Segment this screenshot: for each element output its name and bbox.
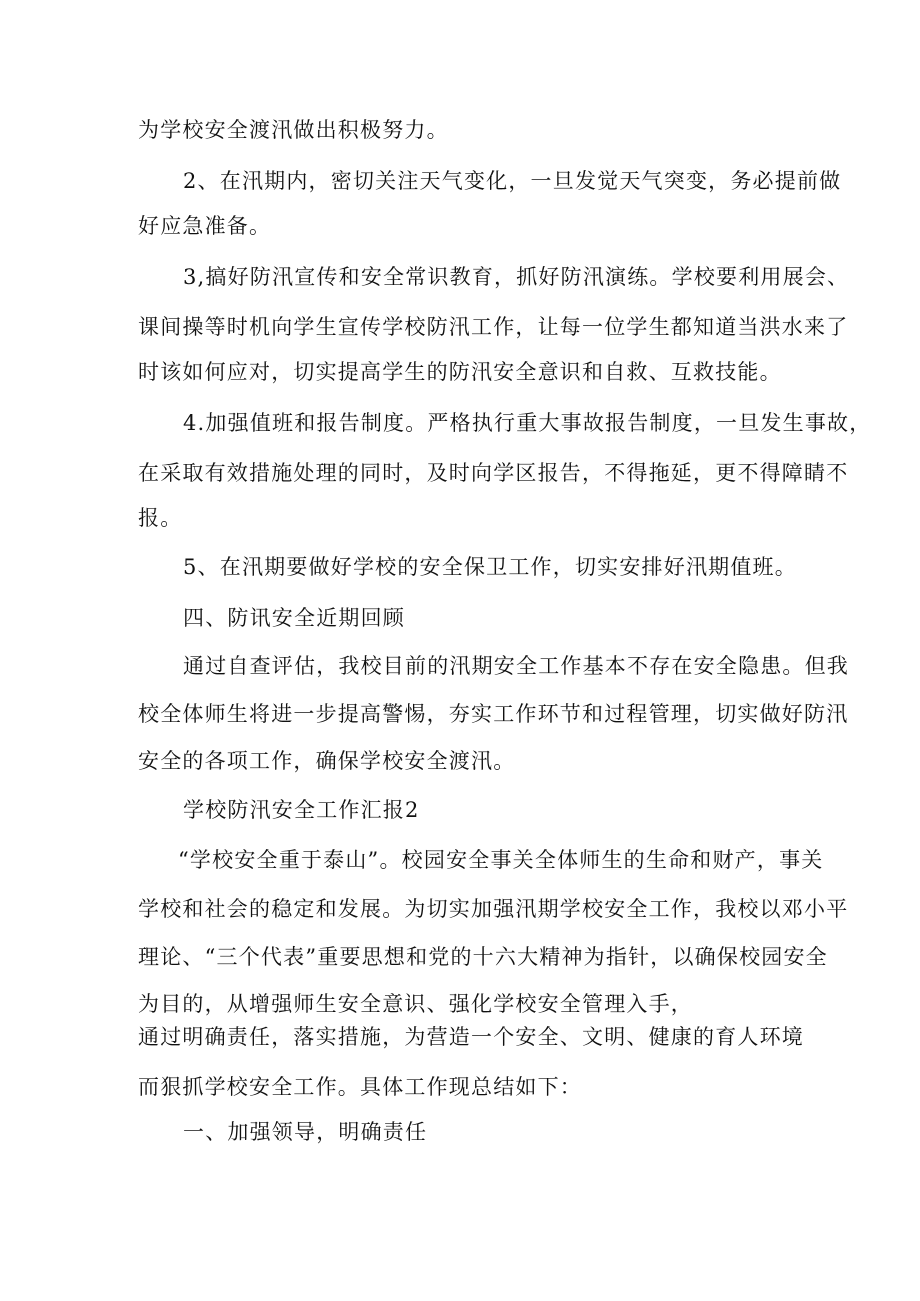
text-line: 学校和社会的稳定和发展。为切实加强汛期学校安全工作，我校以邓小平 [138, 897, 849, 921]
section-heading: 四、防讯安全近期回顾 [183, 606, 405, 630]
text-line: 安全的各项工作，确保学校安全渡汛。 [138, 749, 516, 773]
text-line: “学校安全重于泰山”。校园安全事关全体师生的生命和财产，事关 [178, 848, 824, 872]
text-line: 而狠抓学校安全工作。具体工作现总结如下： [138, 1075, 582, 1099]
text-line: 2、在汛期内，密切关注天气变化，一旦发觉天气突变，务必提前做 [183, 169, 842, 193]
text-line: 报。 [138, 506, 183, 530]
text-line: 4.加强值班和报告制度。严格执行重大事故报告制度，一旦发生事故， [183, 411, 872, 435]
text-line: 通过明确责任，落实措施，为营造一个安全、文明、健康的育人环境 [138, 1025, 804, 1049]
text-line: 课间操等时机向学生宣传学校防汛工作，让每一位学生都知道当洪水来了 [138, 315, 849, 339]
text-line: 为学校安全渡汛做出积极努力。 [138, 118, 449, 142]
text-line: 为目的，从增强师生安全意识、强化学校安全管理入手， [138, 992, 693, 1016]
report-title: 学校防汛安全工作汇报2 [183, 798, 420, 822]
text-line: 通过自查评估，我校目前的汛期安全工作基本不存在安全隐患。但我 [183, 654, 849, 678]
text-line: 5、在汛期要做好学校的安全保卫工作，切实安排好汛期值班。 [183, 555, 797, 579]
section-heading: 一、加强领导，明确责任 [183, 1120, 428, 1144]
text-line: 好应急准备。 [138, 214, 272, 238]
text-line: 校全体师生将进一步提高警惕，夯实工作环节和过程管理，切实做好防汛 [138, 702, 849, 726]
text-line: 时该如何应对，切实提高学生的防汛安全意识和自救、互救技能。 [138, 360, 782, 384]
text-line: 理论、“三个代表”重要思想和党的十六大精神为指针，以确保校园安全 [138, 945, 828, 969]
text-line: 在采取有效措施处理的同时，及时向学区报告，不得拖延，更不得障睛不 [138, 461, 849, 485]
text-line: 3,搞好防汛宣传和安全常识教育，抓好防汛演练。学校要利用展会、 [183, 265, 850, 289]
